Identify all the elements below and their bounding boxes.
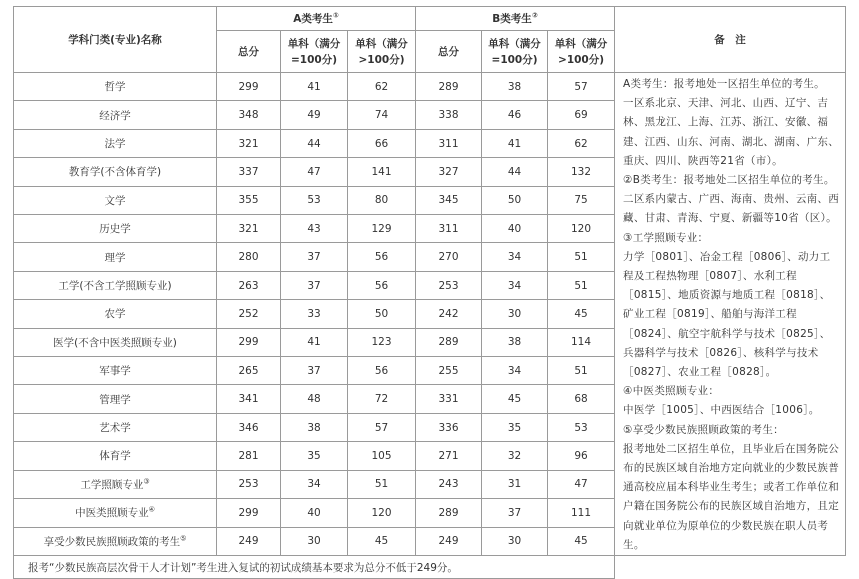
b-singleover-cell: 62 xyxy=(548,129,615,157)
b-singleover-cell: 111 xyxy=(548,499,615,527)
table-row xyxy=(14,73,846,101)
a-total-cell: 341 xyxy=(217,385,281,413)
a-single100-cell: 34 xyxy=(281,470,348,498)
a-total-cell: 263 xyxy=(217,271,281,299)
b-singleover-cell: 53 xyxy=(548,413,615,441)
subject-name-cell xyxy=(14,357,217,385)
a-single100-cell: 41 xyxy=(281,328,348,356)
b-single100-cell: 46 xyxy=(482,101,548,129)
a-singleover-cell: 57 xyxy=(348,413,416,441)
group-b-header xyxy=(416,7,615,31)
group-a-mark: ① xyxy=(332,11,339,20)
subject-name-cell xyxy=(14,271,217,299)
b-single100-cell: 30 xyxy=(482,527,548,556)
a-total-cell: 252 xyxy=(217,300,281,328)
subject-name-cell xyxy=(14,129,217,157)
a-singleover-cell: 141 xyxy=(348,158,416,186)
a-single100-cell: 30 xyxy=(281,527,348,556)
b-single100-cell: 34 xyxy=(482,271,548,299)
a-singleover-cell: 80 xyxy=(348,186,416,214)
a-total-cell: 299 xyxy=(217,328,281,356)
subject-name: 管理学 xyxy=(99,393,131,406)
subject-name: 历史学 xyxy=(99,223,131,236)
a-singleover-cell: 56 xyxy=(348,271,416,299)
subject-name: 理学 xyxy=(104,251,126,264)
a-total-cell: 337 xyxy=(217,158,281,186)
subject-name: 文学 xyxy=(104,194,126,207)
b-singleover-cell: 45 xyxy=(548,527,615,556)
b-singleover-cell: 132 xyxy=(548,158,615,186)
b-single100-cell: 40 xyxy=(482,215,548,243)
remark-line: 报考地处二区招生单位，且毕业后在国务院公布的民族区域自治地方定向就业的少数民族普通高校应届本科毕业生考生；或者工作单位和户籍在国务院公布的民族区域自治地方，且定向就业单位为原单位的少数民族在职人员考生。 xyxy=(623,442,840,551)
subject-name-cell xyxy=(14,243,217,271)
b-singleover-cell: 68 xyxy=(548,385,615,413)
b-singleover-cell: 114 xyxy=(548,328,615,356)
subject-name: 体育学 xyxy=(99,450,131,463)
subject-name: 教育学(不含体育学) xyxy=(68,166,162,179)
subject-name-cell xyxy=(14,499,217,527)
a-total-cell: 281 xyxy=(217,442,281,470)
a-singleover-cell: 56 xyxy=(348,243,416,271)
a-singleover-cell: 45 xyxy=(348,527,416,556)
b-single100-cell: 37 xyxy=(482,499,548,527)
b-singleover-cell: 96 xyxy=(548,442,615,470)
a-singleover-cell: 62 xyxy=(348,73,416,101)
subject-name: 艺术学 xyxy=(99,422,131,435)
a-single100-cell: 48 xyxy=(281,385,348,413)
b-single100-cell: 38 xyxy=(482,328,548,356)
subject-name: 工学(不含工学照顾专业) xyxy=(58,280,172,293)
b-total-cell: 336 xyxy=(416,413,482,441)
a-total-cell: 321 xyxy=(217,215,281,243)
remark-header: 备 注 xyxy=(615,7,846,73)
subject-name-cell xyxy=(14,158,217,186)
remarks-cell xyxy=(615,73,846,556)
a-total-cell: 249 xyxy=(217,527,281,556)
a-single100-cell: 37 xyxy=(281,357,348,385)
b-total-cell: 289 xyxy=(416,73,482,101)
a-single100-cell: 40 xyxy=(281,499,348,527)
b-total-cell: 331 xyxy=(416,385,482,413)
b-single100-cell: 41 xyxy=(482,129,548,157)
subject-name: 享受少数民族照顾政策的考生 xyxy=(43,535,181,548)
b-single100-cell: 34 xyxy=(482,357,548,385)
b-total-cell: 255 xyxy=(416,357,482,385)
b-singleover-cell: 47 xyxy=(548,470,615,498)
b-singleover-cell: 51 xyxy=(548,243,615,271)
a-total-cell: 355 xyxy=(217,186,281,214)
remark-line: ②B类考生：报考地处二区招生单位的考生。 xyxy=(623,174,835,187)
a-total-cell: 299 xyxy=(217,73,281,101)
a-single100-cell: 38 xyxy=(281,413,348,441)
a-singleover-cell: 50 xyxy=(348,300,416,328)
remark-line: 一区系北京、天津、河北、山西、辽宁、吉林、黑龙江、上海、江苏、浙江、安徽、福建、江西、山东、河南、湖北、湖南、广东、重庆、四川、陕西等21省（市）。 xyxy=(623,97,840,167)
b-singleover-header xyxy=(548,31,615,73)
b-single100-cell: 30 xyxy=(482,300,548,328)
a-single100-cell: 41 xyxy=(281,73,348,101)
a-single100-cell: 44 xyxy=(281,129,348,157)
a-singleover-cell: 123 xyxy=(348,328,416,356)
remark-line: 力学［0801］、冶金工程［0806］、动力工程及工程热物理［0807］、水利工程［0815］、地质资源与地质工程［0818］、矿业工程［0819］、船舶与海洋工程［0824］、航空宇航科学与技术［0825］、兵器科学与技术［0826］、核科学与技术［0827］、农业工程［0828］。 xyxy=(623,250,831,379)
a-singleover-cell: 66 xyxy=(348,129,416,157)
a-total-cell: 265 xyxy=(217,357,281,385)
b-singleover-cell: 69 xyxy=(548,101,615,129)
remark-line: 中医学［1005］、中西医结合［1006］。 xyxy=(623,404,820,417)
b-single100-cell: 34 xyxy=(482,243,548,271)
subject-name-cell xyxy=(14,413,217,441)
b-total-cell: 327 xyxy=(416,158,482,186)
remark-line: ⑤享受少数民族照顾政策的考生： xyxy=(623,423,784,436)
b-total-header: 总分 xyxy=(416,31,482,73)
subject-footnote-mark: ⑤ xyxy=(180,534,187,543)
table-header xyxy=(14,7,846,73)
a-singleover-cell: 56 xyxy=(348,357,416,385)
b-single100-cell: 31 xyxy=(482,470,548,498)
b-total-cell: 270 xyxy=(416,243,482,271)
b-total-cell: 242 xyxy=(416,300,482,328)
b-total-cell: 289 xyxy=(416,499,482,527)
subject-header: 学科门类(专业)名称 xyxy=(14,7,217,73)
subject-name-cell xyxy=(14,73,217,101)
table-body xyxy=(14,73,846,556)
subject-name-cell xyxy=(14,527,217,556)
a-singleover-cell: 72 xyxy=(348,385,416,413)
b-single100-cell: 50 xyxy=(482,186,548,214)
subject-name: 法学 xyxy=(104,138,126,151)
a-singleover-cell: 129 xyxy=(348,215,416,243)
a-single100-cell: 37 xyxy=(281,243,348,271)
subject-name-cell xyxy=(14,442,217,470)
b-singleover-cell: 51 xyxy=(548,357,615,385)
b-total-cell: 249 xyxy=(416,527,482,556)
group-a-label: A类考生 xyxy=(293,13,333,25)
subject-name: 农学 xyxy=(104,308,126,321)
footer-note: 报考“少数民族高层次骨干人才计划”考生进入复试的初试成绩基本要求为总分不低于249分。 xyxy=(14,556,615,579)
a-single100-line2: =100分) xyxy=(290,53,337,66)
b-total-cell: 311 xyxy=(416,215,482,243)
a-total-cell: 280 xyxy=(217,243,281,271)
subject-name-cell xyxy=(14,470,217,498)
subject-name-cell xyxy=(14,101,217,129)
remark-line: 二区系内蒙古、广西、海南、贵州、云南、西藏、甘肃、青海、宁夏、新疆等10省（区）。 xyxy=(623,193,840,225)
b-total-cell: 289 xyxy=(416,328,482,356)
b-total-cell: 243 xyxy=(416,470,482,498)
b-singleover-cell: 45 xyxy=(548,300,615,328)
subject-name-cell xyxy=(14,328,217,356)
b-singleover-cell: 75 xyxy=(548,186,615,214)
b-singleover-cell: 120 xyxy=(548,215,615,243)
subject-name-cell xyxy=(14,385,217,413)
a-single100-cell: 49 xyxy=(281,101,348,129)
a-single100-cell: 47 xyxy=(281,158,348,186)
b-single100-cell: 44 xyxy=(482,158,548,186)
a-total-cell: 321 xyxy=(217,129,281,157)
a-singleover-header xyxy=(348,31,416,73)
subject-name: 医学(不含中医类照顾专业) xyxy=(53,336,177,349)
subject-name-cell xyxy=(14,300,217,328)
a-single100-cell: 33 xyxy=(281,300,348,328)
a-singleover-cell: 120 xyxy=(348,499,416,527)
subject-name: 经济学 xyxy=(99,109,131,122)
b-total-cell: 345 xyxy=(416,186,482,214)
group-b-label: B类考生 xyxy=(492,13,532,25)
remark-line: A类考生：报考地处一区招生单位的考生。 xyxy=(623,78,825,90)
subject-name: 哲学 xyxy=(104,81,126,94)
subject-name: 工学照顾专业 xyxy=(80,478,144,491)
a-total-header: 总分 xyxy=(217,31,281,73)
b-total-cell: 253 xyxy=(416,271,482,299)
b-total-cell: 338 xyxy=(416,101,482,129)
subject-footnote-mark: ③ xyxy=(143,477,150,486)
remark-line: ④中医类照顾专业： xyxy=(623,385,720,398)
a-single100-header xyxy=(281,31,348,73)
subject-name: 军事学 xyxy=(99,365,131,378)
b-total-cell: 271 xyxy=(416,442,482,470)
a-singleover-line2: >100分) xyxy=(358,53,405,66)
b-singleover-line2: >100分) xyxy=(558,53,605,66)
a-single100-cell: 43 xyxy=(281,215,348,243)
a-total-cell: 348 xyxy=(217,101,281,129)
remark-line: ③工学照顾专业： xyxy=(623,231,709,244)
score-table xyxy=(13,6,846,579)
a-singleover-cell: 51 xyxy=(348,470,416,498)
b-single100-line2: =100分) xyxy=(491,53,538,66)
group-b-mark: ② xyxy=(531,11,538,20)
b-singleover-cell: 57 xyxy=(548,73,615,101)
a-single100-cell: 53 xyxy=(281,186,348,214)
b-single100-cell: 45 xyxy=(482,385,548,413)
b-single100-cell: 38 xyxy=(482,73,548,101)
b-single100-line1: 单科（满分 xyxy=(488,37,541,50)
subject-name-cell xyxy=(14,215,217,243)
a-total-cell: 346 xyxy=(217,413,281,441)
a-singleover-cell: 105 xyxy=(348,442,416,470)
a-single100-cell: 35 xyxy=(281,442,348,470)
b-single100-header xyxy=(482,31,548,73)
a-single100-line1: 单科（满分 xyxy=(287,37,341,50)
a-singleover-line1: 单科（满分 xyxy=(355,37,408,50)
a-total-cell: 253 xyxy=(217,470,281,498)
b-single100-cell: 35 xyxy=(482,413,548,441)
group-a-header xyxy=(217,7,416,31)
b-singleover-cell: 51 xyxy=(548,271,615,299)
b-single100-cell: 32 xyxy=(482,442,548,470)
b-total-cell: 311 xyxy=(416,129,482,157)
a-total-cell: 299 xyxy=(217,499,281,527)
a-singleover-cell: 74 xyxy=(348,101,416,129)
a-single100-cell: 37 xyxy=(281,271,348,299)
subject-footnote-mark: ④ xyxy=(148,505,155,514)
subject-name: 中医类照顾专业 xyxy=(75,507,149,520)
b-singleover-line1: 单科（满分 xyxy=(554,37,608,50)
subject-name-cell xyxy=(14,186,217,214)
